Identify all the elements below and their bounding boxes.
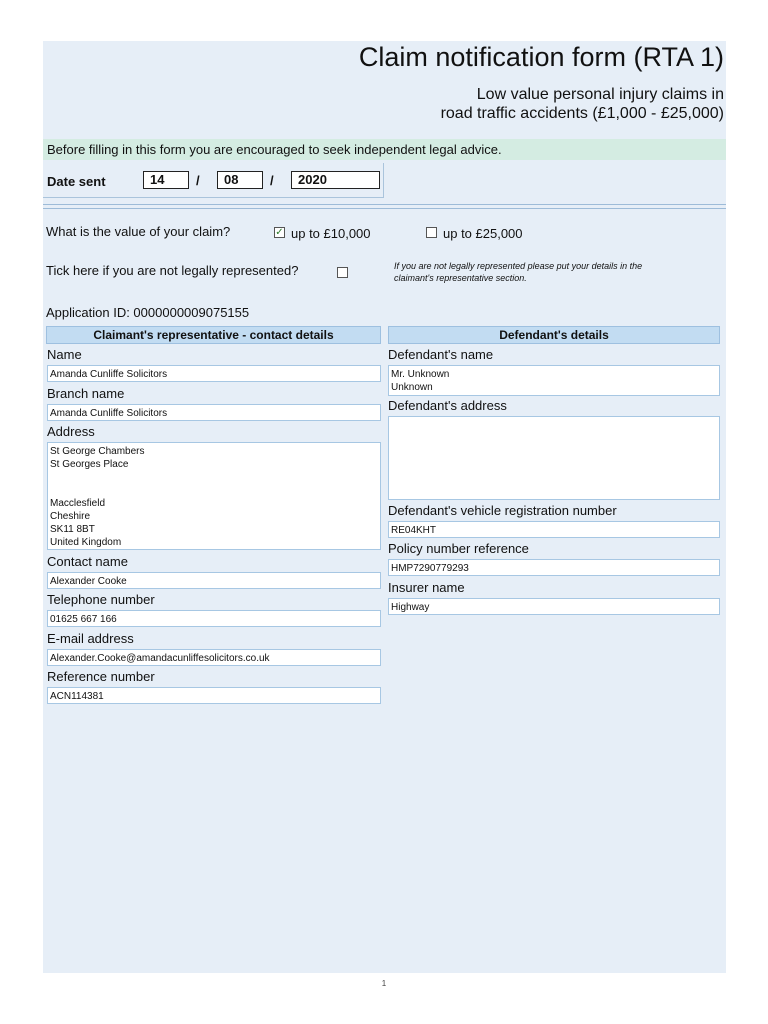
not-represented-question: Tick here if you are not legally represented? xyxy=(46,263,299,278)
defendant-name-label: Defendant's name xyxy=(388,347,494,362)
date-separator: / xyxy=(270,173,274,188)
branch-name-label: Branch name xyxy=(47,386,125,401)
form-title: Claim notification form (RTA 1) xyxy=(358,42,724,72)
date-separator: / xyxy=(196,173,200,188)
subtitle-line-2: road traffic accidents (£1,000 - £25,000) xyxy=(440,105,724,122)
up-to-10000-checkbox[interactable] xyxy=(274,227,285,238)
section-divider xyxy=(43,204,726,209)
email-label: E-mail address xyxy=(47,631,134,646)
defendant-address-label: Defendant's address xyxy=(388,398,507,413)
date-sent-label: Date sent xyxy=(47,174,106,189)
branch-name-field[interactable]: Amanda Cunliffe Solicitors xyxy=(47,404,381,421)
not-represented-note: If you are not legally represented please put your details in the claimant's representative section. xyxy=(394,261,643,283)
rep-address-label: Address xyxy=(47,424,95,439)
contact-name-field[interactable]: Alexander Cooke xyxy=(47,572,381,589)
date-sent-section xyxy=(43,163,384,198)
vehicle-registration-field[interactable]: RE04KHT xyxy=(388,521,720,538)
email-field[interactable]: Alexander.Cooke@amandacunliffesolicitors.co.uk xyxy=(47,649,381,666)
date-month-field[interactable]: 08 xyxy=(217,171,263,189)
up-to-25000-checkbox[interactable] xyxy=(426,227,437,238)
up-to-10000-label: up to £10,000 xyxy=(291,226,371,241)
application-id: Application ID: 0000000009075155 xyxy=(46,305,250,320)
not-represented-checkbox[interactable] xyxy=(337,267,348,278)
date-day-field[interactable]: 14 xyxy=(143,171,189,189)
defendant-address-field[interactable] xyxy=(388,416,720,500)
claimant-rep-heading: Claimant's representative - contact details xyxy=(46,326,381,344)
defendant-name-field[interactable]: Mr. Unknown Unknown xyxy=(388,365,720,396)
rep-address-field[interactable]: St George Chambers St Georges Place Macclesfield Cheshire SK11 8BT United Kingdom xyxy=(47,442,381,550)
reference-number-label: Reference number xyxy=(47,669,155,684)
policy-number-label: Policy number reference xyxy=(388,541,529,556)
date-year-field[interactable]: 2020 xyxy=(291,171,380,189)
telephone-field[interactable]: 01625 667 166 xyxy=(47,610,381,627)
defendant-heading: Defendant's details xyxy=(388,326,720,344)
up-to-25000-label: up to £25,000 xyxy=(443,226,523,241)
form-page xyxy=(43,41,726,973)
form-subtitle xyxy=(441,85,724,123)
claim-value-question: What is the value of your claim? xyxy=(46,224,231,239)
policy-number-field[interactable]: HMP7290779293 xyxy=(388,559,720,576)
checkmark-icon: ✓ xyxy=(275,227,284,238)
vehicle-registration-label: Defendant's vehicle registration number xyxy=(388,503,617,518)
insurer-name-field[interactable]: Highway xyxy=(388,598,720,615)
subtitle-line-1: Low value personal injury claims in xyxy=(476,86,724,103)
contact-name-label: Contact name xyxy=(47,554,128,569)
page-number: 1 xyxy=(381,979,387,988)
telephone-label: Telephone number xyxy=(47,592,155,607)
legal-advice-banner: Before filling in this form you are encouraged to seek independent legal advice. xyxy=(43,139,726,160)
reference-number-field[interactable]: ACN114381 xyxy=(47,687,381,704)
insurer-name-label: Insurer name xyxy=(388,580,465,595)
rep-name-label: Name xyxy=(47,347,82,362)
rep-name-field[interactable]: Amanda Cunliffe Solicitors xyxy=(47,365,381,382)
